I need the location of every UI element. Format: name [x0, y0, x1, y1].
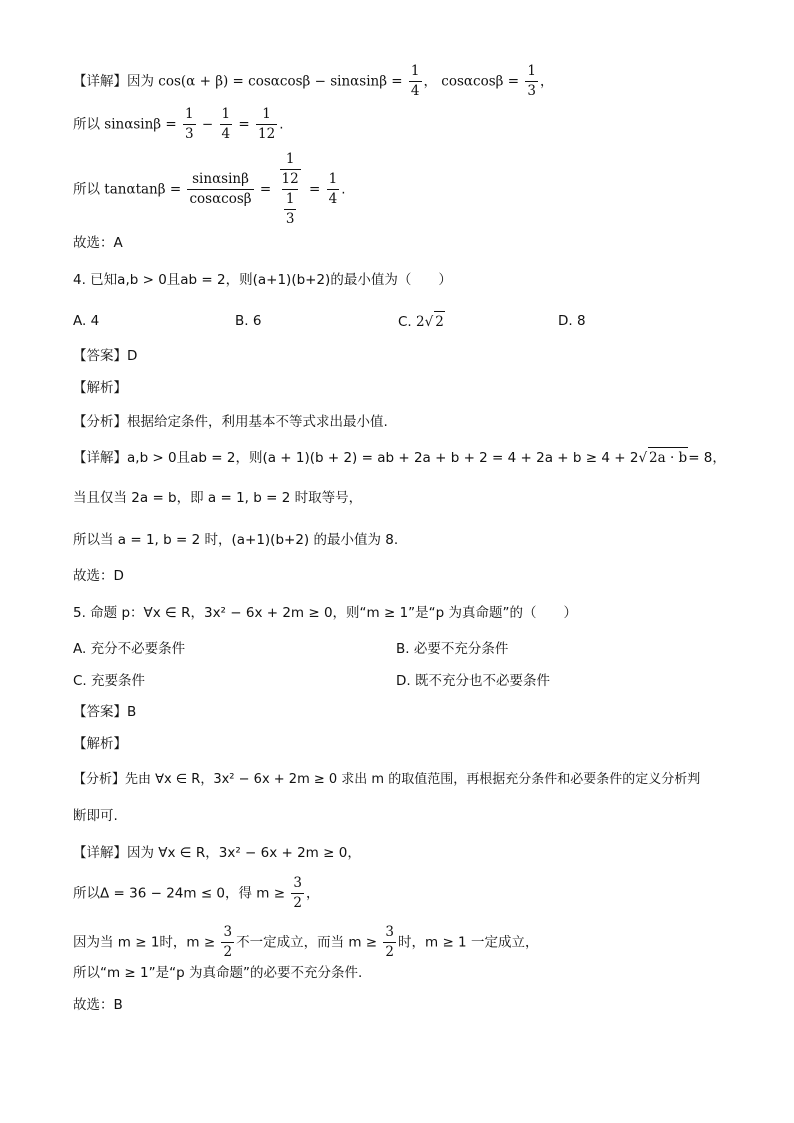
tan-product-line: 所以 tanαtanβ = $\frac{\sin\alpha\sin\beta}{\cos\alpha\cos\beta}$ = $\frac{\frac{1}{12}}{\frac{1}{3}}$ = $\frac{1}{4}$ . — [73, 151, 346, 227]
sin-product-line: 所以 sinαsinβ = $\frac{1}{3}$ − $\frac{1}{4}$ = $\frac{1}{12}$ . — [73, 106, 284, 142]
fraction: $\frac{1}{4}$ — [221, 106, 231, 142]
question-5-stem: 5. 命题 p：∀x ∈ R，3x² − 6x + 2m ≥ 0，则“m ≥ 1”是“p 为真命题”的（ ） — [73, 605, 578, 621]
q5-analysis-label: 【解析】 — [73, 736, 127, 752]
q4-option-c: C. 2√ 2 — [398, 311, 445, 332]
q4-analysis: 【分析】根据给定条件，利用基本不等式求出最小值. — [73, 414, 388, 430]
detail-label: 【详解】 — [73, 73, 127, 90]
q5-option-a: A. 充分不必要条件 — [73, 641, 186, 657]
fraction: $\frac{3}{2}$ — [293, 875, 302, 911]
q4-answer: 【答案】D — [73, 348, 138, 364]
ratio-fraction: $\frac{\sin\alpha\sin\beta}{\cos\alpha\cos\beta}$ — [189, 171, 252, 207]
q4-analysis-label: 【解析】 — [73, 380, 127, 396]
question-4-stem: 4. 已知a,b > 0且ab = 2，则(a+1)(b+2)的最小值为（ ） — [73, 272, 452, 288]
cos-sum-equation: cos(α + β) = cosαcosβ − sinαsinβ = — [158, 73, 403, 90]
fraction: $\frac{1}{12}$ — [258, 106, 276, 142]
q4-equality: 当且仅当 2a = b，即 a = 1, b = 2 时取等号， — [73, 490, 363, 506]
q4-conclusion: 所以当 a = 1, b = 2 时，(a+1)(b+2) 的最小值为 8. — [73, 532, 399, 548]
q4-choice: 故选：D — [73, 568, 124, 584]
compound-fraction: $\frac{\frac{1}{12}}{\frac{1}{3}}$ — [281, 151, 299, 227]
fraction: $\frac{3}{2}$ — [223, 924, 233, 960]
fraction: $\frac{1}{4}$ — [410, 63, 420, 99]
fraction: $\frac{3}{2}$ — [385, 924, 395, 960]
q5-because-line: 因为当 m ≥ 1时，m ≥ $\frac{3}{2}$ 不一定成立，而当 m ≥ $\frac{3}{2}$ 时，m ≥ 1 一定成立， — [73, 924, 539, 960]
cos-product-equation: cosαcosβ = — [441, 73, 520, 90]
q4-detail: 【详解】a,b > 0且ab = 2，则(a + 1)(b + 2) = ab + 2a + b + 2 = 4 + 2a + b ≥ 4 + 2√ 2a · b= 8， — [73, 447, 726, 468]
q5-detail: 【详解】因为 ∀x ∈ R，3x² − 6x + 2m ≥ 0， — [73, 845, 361, 861]
fraction: $\frac{1}{3}$ — [527, 63, 536, 99]
sin-prefix: 所以 sinαsinβ = — [73, 116, 177, 133]
q5-choice: 故选：B — [73, 997, 123, 1013]
q5-answer: 【答案】B — [73, 704, 137, 720]
q4-option-d: D. 8 — [558, 313, 586, 329]
q5-option-b: B. 必要不充分条件 — [396, 641, 509, 657]
q5-analysis-2: 断即可. — [73, 808, 118, 824]
q4-option-b: B. 6 — [235, 313, 262, 329]
q5-analysis-1: 【分析】先由 ∀x ∈ R，3x² − 6x + 2m ≥ 0 求出 m 的取值范围，再根据充分条件和必要条件的定义分析判 — [73, 772, 701, 787]
q5-delta-line: 所以Δ = 36 − 24m ≤ 0，得 m ≥ $\frac{3}{2}$ ， — [73, 875, 320, 911]
tan-prefix: 所以 tanαtanβ = — [73, 181, 182, 198]
fraction: $\frac{1}{3}$ — [185, 106, 194, 142]
q5-option-d: D. 既不充分也不必要条件 — [396, 673, 550, 689]
detail-intro: 因为 — [127, 73, 154, 90]
detail-cos-line: 【详解】因为 cos(α + β) = cosαcosβ − sinαsinβ = $\frac{1}{4}$ ， cosαcosβ = $\frac{1}{3}$ ， — [73, 63, 554, 99]
choice-line: 故选：A — [73, 235, 123, 251]
q5-conclusion: 所以“m ≥ 1”是“p 为真命题”的必要不充分条件. — [73, 965, 363, 981]
fraction: $\frac{1}{4}$ — [328, 171, 338, 207]
q5-option-c: C. 充要条件 — [73, 673, 146, 689]
q4-option-a: A. 4 — [73, 313, 100, 329]
